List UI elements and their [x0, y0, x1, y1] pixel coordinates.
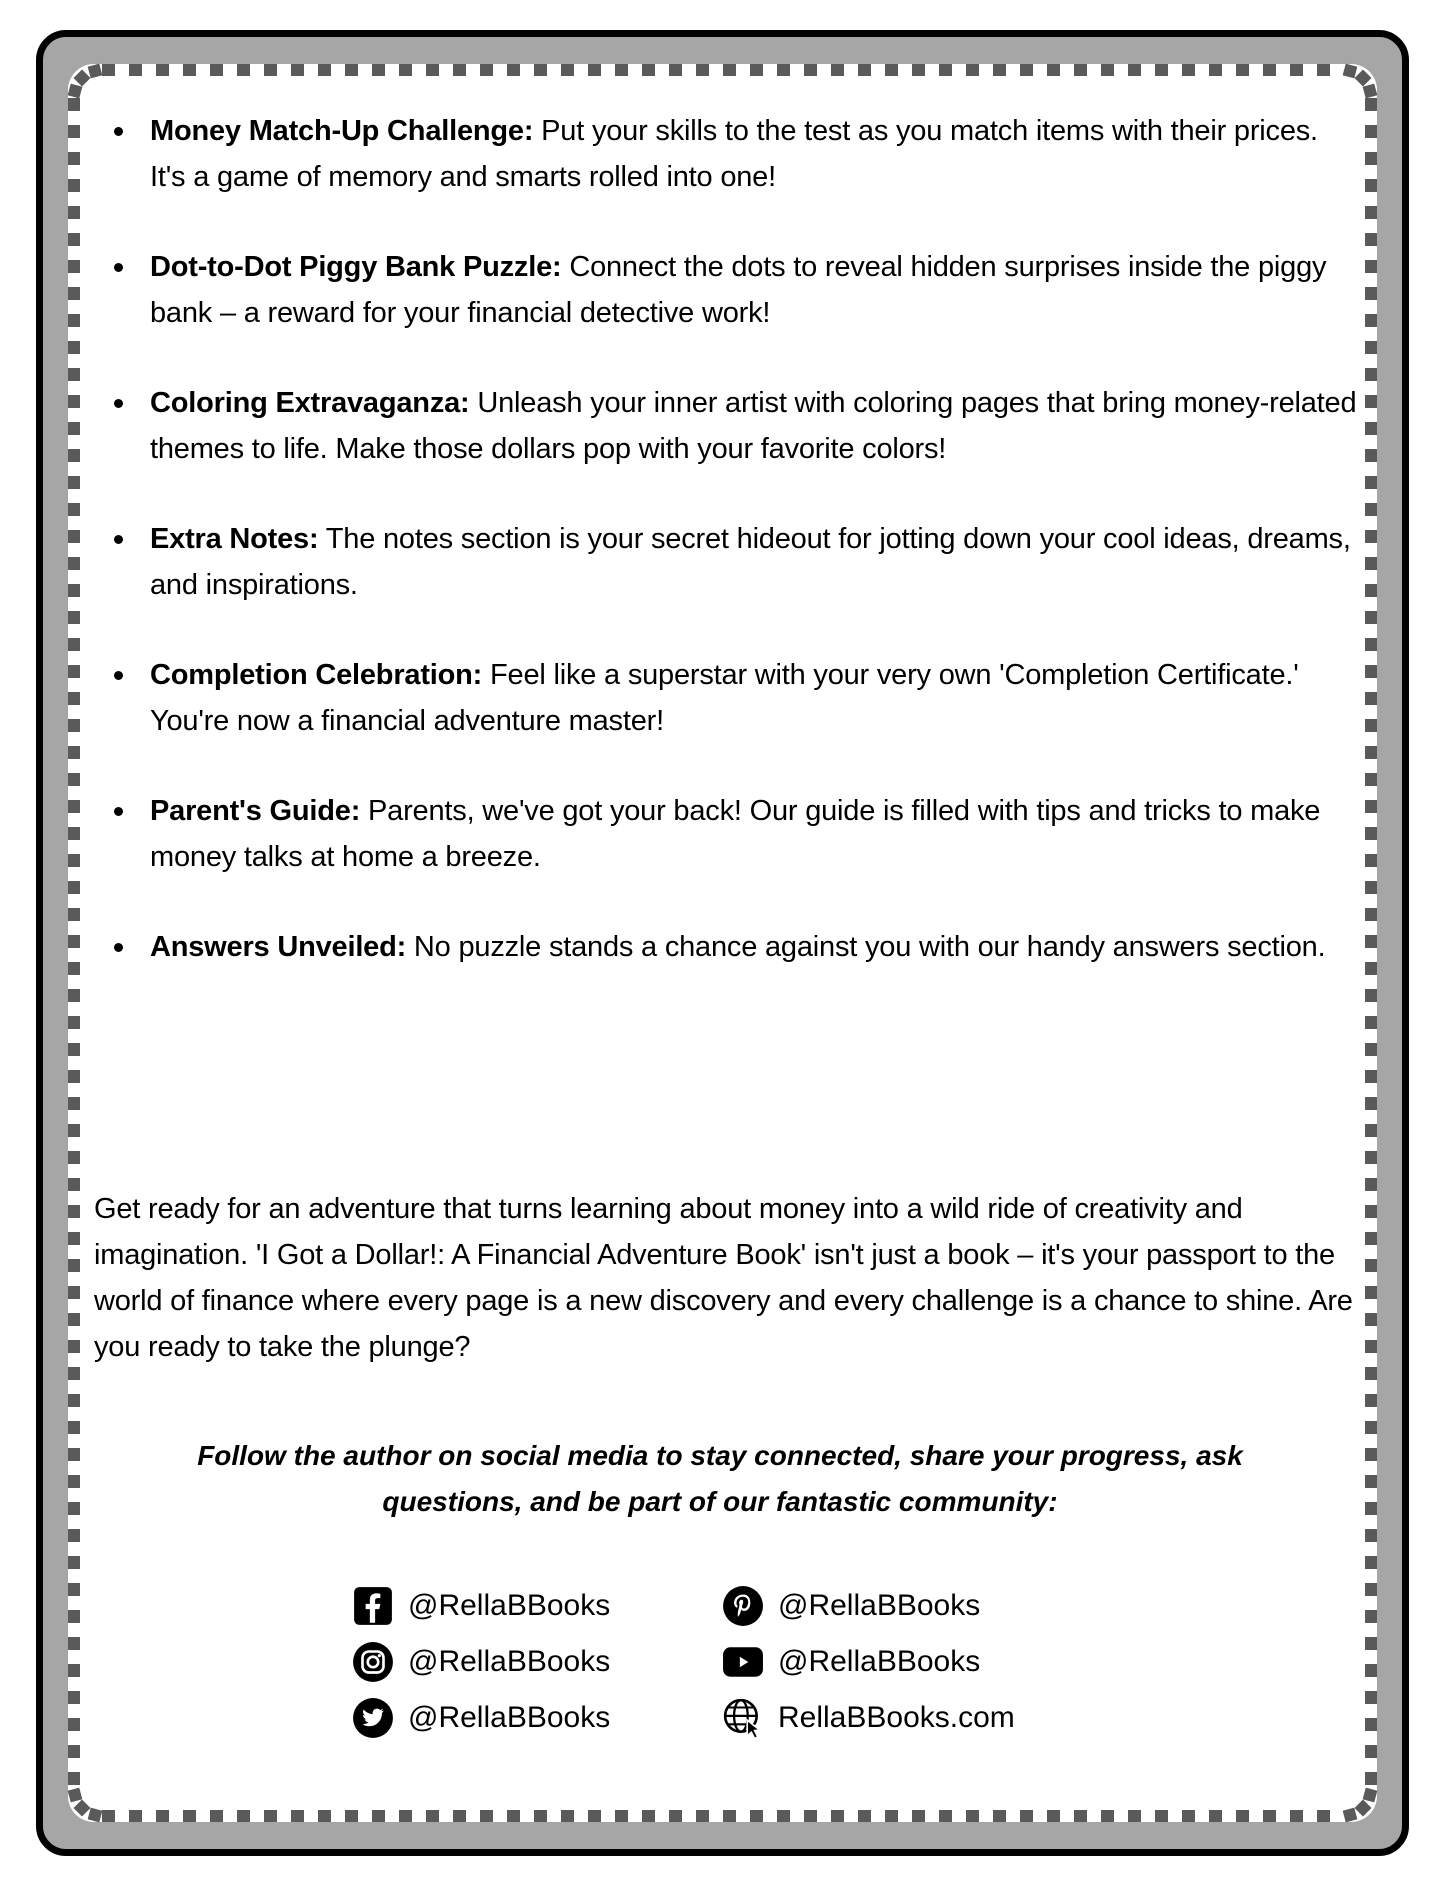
dash-segment [1365, 1205, 1377, 1218]
dash-segment [1128, 64, 1141, 76]
feature-item [94, 652, 1359, 744]
dash-segment [1365, 773, 1377, 786]
dash-segment [507, 64, 520, 76]
dash-segment [68, 1097, 80, 1110]
social-label: @RellaBBooks [408, 1645, 611, 1678]
dash-segment [1365, 422, 1377, 435]
dash-segment [1155, 1810, 1168, 1822]
bullet-icon [114, 535, 123, 544]
feature-title: Completion Celebration: [150, 659, 483, 691]
dash-segment [1020, 1810, 1033, 1822]
dash-segment [885, 1810, 898, 1822]
dash-segment [68, 557, 80, 570]
dash-segment [68, 314, 80, 327]
dash-segment [68, 1610, 80, 1623]
dash-segment [68, 1205, 80, 1218]
dash-segment [804, 1810, 817, 1822]
dash-segment [68, 368, 80, 381]
dash-segment [750, 64, 763, 76]
dash-segment [696, 1810, 709, 1822]
dash-segment [966, 64, 979, 76]
dash-segment [1365, 476, 1377, 489]
dash-segment [68, 125, 80, 138]
dash-segment [68, 611, 80, 624]
dash-segment [1365, 152, 1377, 165]
dash-segment [426, 64, 439, 76]
dash-segment [939, 64, 952, 76]
dash-segment [68, 962, 80, 975]
social-instagram[interactable] [352, 1640, 610, 1684]
dash-segment [68, 287, 80, 300]
dash-segment [68, 1637, 80, 1650]
social-twitter[interactable] [352, 1696, 610, 1740]
dash-segment [1365, 827, 1377, 840]
feature-item [94, 244, 1359, 336]
dash-segment [1074, 1810, 1087, 1822]
dash-segment [1365, 692, 1377, 705]
dash-segment [68, 1664, 80, 1677]
instagram-icon [352, 1641, 394, 1683]
dash-segment [210, 64, 223, 76]
dash-segment [1365, 611, 1377, 624]
dash-segment [993, 1810, 1006, 1822]
dash-segment [1365, 584, 1377, 597]
dash-segment [1365, 1502, 1377, 1515]
dash-segment [966, 1810, 979, 1822]
dash-segment [68, 1421, 80, 1434]
dash-segment [669, 64, 682, 76]
dash-segment [1365, 260, 1377, 273]
dash-segment [1365, 1394, 1377, 1407]
social-label: @RellaBBooks [408, 1589, 611, 1622]
dash-segment [480, 64, 493, 76]
dash-segment [1365, 341, 1377, 354]
dash-segment [68, 1745, 80, 1758]
dash-segment [642, 64, 655, 76]
dash-segment [345, 1810, 358, 1822]
follow-callout: Follow the author on social media to stay connected, share your progress, ask questions, and be part of our fantastic community: [197, 1440, 1243, 1517]
feature-text: Connect the dots to reveal hidden surprises inside the piggy bank – a reward for your financial detective work! [150, 251, 1327, 329]
closing-paragraph: Get ready for an adventure that turns learning about money into a wild ride of creativity and imagination. 'I Got a Dollar!: A Financial Adventure Book' isn't just a book – it's your passport to the world of finance where every page is a new discovery and every challenge is a chance to shine. Are you ready to take the plunge? [94, 1193, 1353, 1363]
dash-segment [723, 64, 736, 76]
dash-segment [1365, 1529, 1377, 1542]
dash-segment [68, 233, 80, 246]
dash-segment [1365, 1448, 1377, 1461]
dash-segment [1365, 98, 1377, 111]
dash-segment [264, 1810, 277, 1822]
dash-segment [453, 1810, 466, 1822]
dash-segment [210, 1810, 223, 1822]
dash-segment [68, 530, 80, 543]
dash-segment [68, 1178, 80, 1191]
dash-segment [1365, 719, 1377, 732]
dash-segment [723, 1810, 736, 1822]
dash-segment [68, 1043, 80, 1056]
feature-item [94, 380, 1359, 472]
dash-segment [1365, 1016, 1377, 1029]
feature-title: Dot-to-Dot Piggy Bank Puzzle: [150, 251, 562, 283]
dash-segment [1209, 64, 1222, 76]
dash-segment [1365, 1637, 1377, 1650]
dash-segment [1047, 1810, 1060, 1822]
dash-segment [1365, 314, 1377, 327]
dash-segment [291, 64, 304, 76]
dash-segment [68, 341, 80, 354]
dash-segment [1365, 1421, 1377, 1434]
dash-segment [1365, 1043, 1377, 1056]
dash-segment [345, 64, 358, 76]
dash-segment [1365, 1556, 1377, 1569]
dash-segment [912, 1810, 925, 1822]
dash-segment [561, 64, 574, 76]
dash-segment [68, 1475, 80, 1488]
dash-segment [615, 1810, 628, 1822]
dash-segment [1365, 287, 1377, 300]
dash-segment [1365, 395, 1377, 408]
dash-segment [68, 1502, 80, 1515]
dash-segment [1365, 503, 1377, 516]
dash-segment [68, 1232, 80, 1245]
feature-item [94, 788, 1359, 880]
dash-segment [1209, 1810, 1222, 1822]
dash-segment [68, 800, 80, 813]
dash-segment [318, 64, 331, 76]
feature-text: No puzzle stands a chance against you with our handy answers section. [406, 931, 1326, 963]
dash-segment [68, 1583, 80, 1596]
social-label: @RellaBBooks [778, 1645, 981, 1678]
dash-segment [129, 1810, 142, 1822]
dash-segment [426, 1810, 439, 1822]
dash-segment [68, 422, 80, 435]
social-label: RellaBBooks.com [778, 1701, 1015, 1734]
dash-segment [264, 64, 277, 76]
feature-text: Unleash your inner artist with coloring pages that bring money-related themes to life. Make those dollars pop with your favorite colors! [150, 387, 1357, 465]
dash-segment [912, 64, 925, 76]
feature-text: Put your skills to the test as you match items with their prices. It's a game of memory and smarts rolled into one! [150, 115, 1318, 193]
dash-segment [318, 1810, 331, 1822]
dash-segment [68, 1313, 80, 1326]
dash-segment [1365, 557, 1377, 570]
feature-title: Parent's Guide: [150, 795, 361, 827]
dash-segment [102, 64, 115, 76]
dash-segment [68, 1340, 80, 1353]
dash-segment [1263, 64, 1276, 76]
dash-segment [1365, 746, 1377, 759]
dash-segment [1343, 1808, 1358, 1823]
bullet-icon [114, 807, 123, 816]
dash-segment [68, 1718, 80, 1731]
bullet-icon [114, 399, 123, 408]
dash-segment [1365, 1232, 1377, 1245]
dash-segment [68, 908, 80, 921]
feature-title: Coloring Extravaganza: [150, 387, 470, 419]
dash-segment [1290, 1810, 1303, 1822]
dash-segment [68, 773, 80, 786]
dash-segment [696, 64, 709, 76]
social-facebook[interactable] [352, 1584, 610, 1628]
dash-segment [68, 449, 80, 462]
dash-segment [858, 1810, 871, 1822]
dash-segment [68, 692, 80, 705]
dash-segment [1290, 64, 1303, 76]
dash-segment [68, 1691, 80, 1704]
feature-title: Money Match-Up Challenge: [150, 115, 534, 147]
dash-segment [68, 260, 80, 273]
dash-segment [1365, 206, 1377, 219]
feature-item [94, 108, 1359, 200]
dash-segment [68, 638, 80, 651]
dash-segment [1365, 449, 1377, 462]
globe-icon [722, 1697, 764, 1739]
dash-segment [1365, 881, 1377, 894]
dash-segment [1365, 1772, 1377, 1785]
dash-segment [858, 64, 871, 76]
dash-segment [68, 881, 80, 894]
dash-segment [68, 206, 80, 219]
dash-segment [1182, 1810, 1195, 1822]
dash-segment [1365, 1691, 1377, 1704]
dash-segment [1101, 1810, 1114, 1822]
social-pinterest[interactable] [722, 1584, 980, 1628]
feature-item [94, 924, 1359, 970]
dash-segment [68, 719, 80, 732]
dash-segment [1182, 64, 1195, 76]
dash-segment [1365, 1178, 1377, 1191]
dash-segment [831, 1810, 844, 1822]
dash-segment [777, 1810, 790, 1822]
youtube-icon [722, 1641, 764, 1683]
dash-segment [1365, 1583, 1377, 1596]
dash-segment [1365, 854, 1377, 867]
dash-segment [1236, 64, 1249, 76]
feature-text: Feel like a superstar with your very own 'Completion Certificate.' You're now a financial adventure master! [150, 659, 1299, 737]
dash-segment [1365, 1286, 1377, 1299]
dash-segment [1365, 530, 1377, 543]
dash-segment [1365, 1718, 1377, 1731]
dash-segment [68, 1070, 80, 1083]
dash-segment [1365, 125, 1377, 138]
dash-segment [1365, 1610, 1377, 1623]
dash-segment [399, 64, 412, 76]
dash-segment [1365, 233, 1377, 246]
twitter-icon [352, 1697, 394, 1739]
dash-segment [1155, 64, 1168, 76]
dash-segment [87, 64, 102, 79]
dash-segment [1074, 64, 1087, 76]
feature-list [94, 108, 1359, 970]
social-youtube[interactable] [722, 1640, 980, 1684]
dash-segment [237, 1810, 250, 1822]
feature-item [94, 516, 1359, 608]
dash-segment [1363, 83, 1378, 98]
dash-segment [1365, 908, 1377, 921]
facebook-icon [352, 1585, 394, 1627]
dash-segment [588, 64, 601, 76]
dash-segment [831, 64, 844, 76]
dash-segment [68, 1259, 80, 1272]
feature-text: Parents, we've got your back! Our guide is filled with tips and tricks to make money talks at home a breeze. [150, 795, 1321, 873]
dash-segment [183, 64, 196, 76]
dash-segment [534, 64, 547, 76]
dash-segment [1101, 64, 1114, 76]
dash-segment [68, 98, 80, 111]
content [94, 108, 1359, 1363]
bullet-icon [114, 263, 123, 272]
dash-segment [507, 1810, 520, 1822]
dash-segment [68, 1772, 80, 1785]
dash-segment [68, 827, 80, 840]
dash-segment [68, 152, 80, 165]
dash-segment [68, 83, 83, 98]
dash-segment [68, 584, 80, 597]
dash-segment [534, 1810, 547, 1822]
dash-segment [1365, 665, 1377, 678]
dash-segment [615, 64, 628, 76]
dash-segment [1317, 64, 1330, 76]
dash-segment [102, 1810, 115, 1822]
dash-segment [1354, 1799, 1371, 1816]
dash-segment [68, 1556, 80, 1569]
dash-segment [68, 503, 80, 516]
dash-segment [68, 989, 80, 1002]
dash-segment [1047, 64, 1060, 76]
feature-text: The notes section is your secret hideout for jotting down your cool ideas, dreams, and inspirations. [150, 523, 1351, 601]
dash-segment [588, 1810, 601, 1822]
dash-segment [1365, 800, 1377, 813]
dash-segment [669, 1810, 682, 1822]
dash-segment [1128, 1810, 1141, 1822]
dash-segment [129, 64, 142, 76]
dash-segment [939, 1810, 952, 1822]
dash-segment [68, 1367, 80, 1380]
dash-segment [1365, 962, 1377, 975]
dash-segment [1263, 1810, 1276, 1822]
dash-segment [750, 1810, 763, 1822]
dash-segment [68, 179, 80, 192]
dash-segment [642, 1810, 655, 1822]
dash-segment [1365, 1367, 1377, 1380]
dash-segment [1365, 1124, 1377, 1137]
dash-segment [1363, 1788, 1378, 1803]
dash-segment [68, 935, 80, 948]
social-label: @RellaBBooks [408, 1701, 611, 1734]
dash-segment [1365, 1151, 1377, 1164]
feature-title: Extra Notes: [150, 523, 319, 555]
dash-segment [453, 64, 466, 76]
dash-segment [1236, 1810, 1249, 1822]
dash-segment [1365, 1070, 1377, 1083]
dash-segment [1365, 1259, 1377, 1272]
dash-segment [1020, 64, 1033, 76]
dash-segment [1365, 1745, 1377, 1758]
dash-segment [480, 1810, 493, 1822]
dash-segment [993, 64, 1006, 76]
dash-segment [1365, 368, 1377, 381]
dash-segment [183, 1810, 196, 1822]
dash-segment [156, 64, 169, 76]
feature-title: Answers Unveiled: [150, 931, 407, 963]
dash-segment [372, 64, 385, 76]
bullet-icon [114, 671, 123, 680]
dash-segment [291, 1810, 304, 1822]
dash-segment [68, 746, 80, 759]
dash-segment [68, 476, 80, 489]
dash-segment [68, 665, 80, 678]
dash-segment [1365, 935, 1377, 948]
dash-segment [87, 1808, 102, 1823]
social-label: @RellaBBooks [778, 1589, 981, 1622]
dash-segment [1365, 1340, 1377, 1353]
pinterest-icon [722, 1585, 764, 1627]
dash-segment [68, 854, 80, 867]
dash-segment [68, 1448, 80, 1461]
dash-segment [1365, 1664, 1377, 1677]
dash-segment [1365, 1097, 1377, 1110]
dash-segment [777, 64, 790, 76]
dash-segment [68, 1124, 80, 1137]
dash-segment [68, 395, 80, 408]
dash-segment [68, 1529, 80, 1542]
bullet-icon [114, 127, 123, 136]
dash-segment [68, 1394, 80, 1407]
dash-segment [372, 1810, 385, 1822]
dash-segment [1365, 989, 1377, 1002]
dash-segment [561, 1810, 574, 1822]
dash-segment [1317, 1810, 1330, 1822]
dash-segment [399, 1810, 412, 1822]
dash-segment [237, 64, 250, 76]
social-website[interactable] [722, 1696, 1015, 1740]
dash-segment [1365, 638, 1377, 651]
dash-segment [1365, 179, 1377, 192]
dash-segment [885, 64, 898, 76]
bullet-icon [114, 943, 123, 952]
dash-segment [1365, 1313, 1377, 1326]
dash-segment [68, 1286, 80, 1299]
dash-segment [804, 64, 817, 76]
dash-segment [68, 1016, 80, 1029]
dash-segment [68, 1151, 80, 1164]
dash-segment [1365, 1475, 1377, 1488]
dash-segment [156, 1810, 169, 1822]
